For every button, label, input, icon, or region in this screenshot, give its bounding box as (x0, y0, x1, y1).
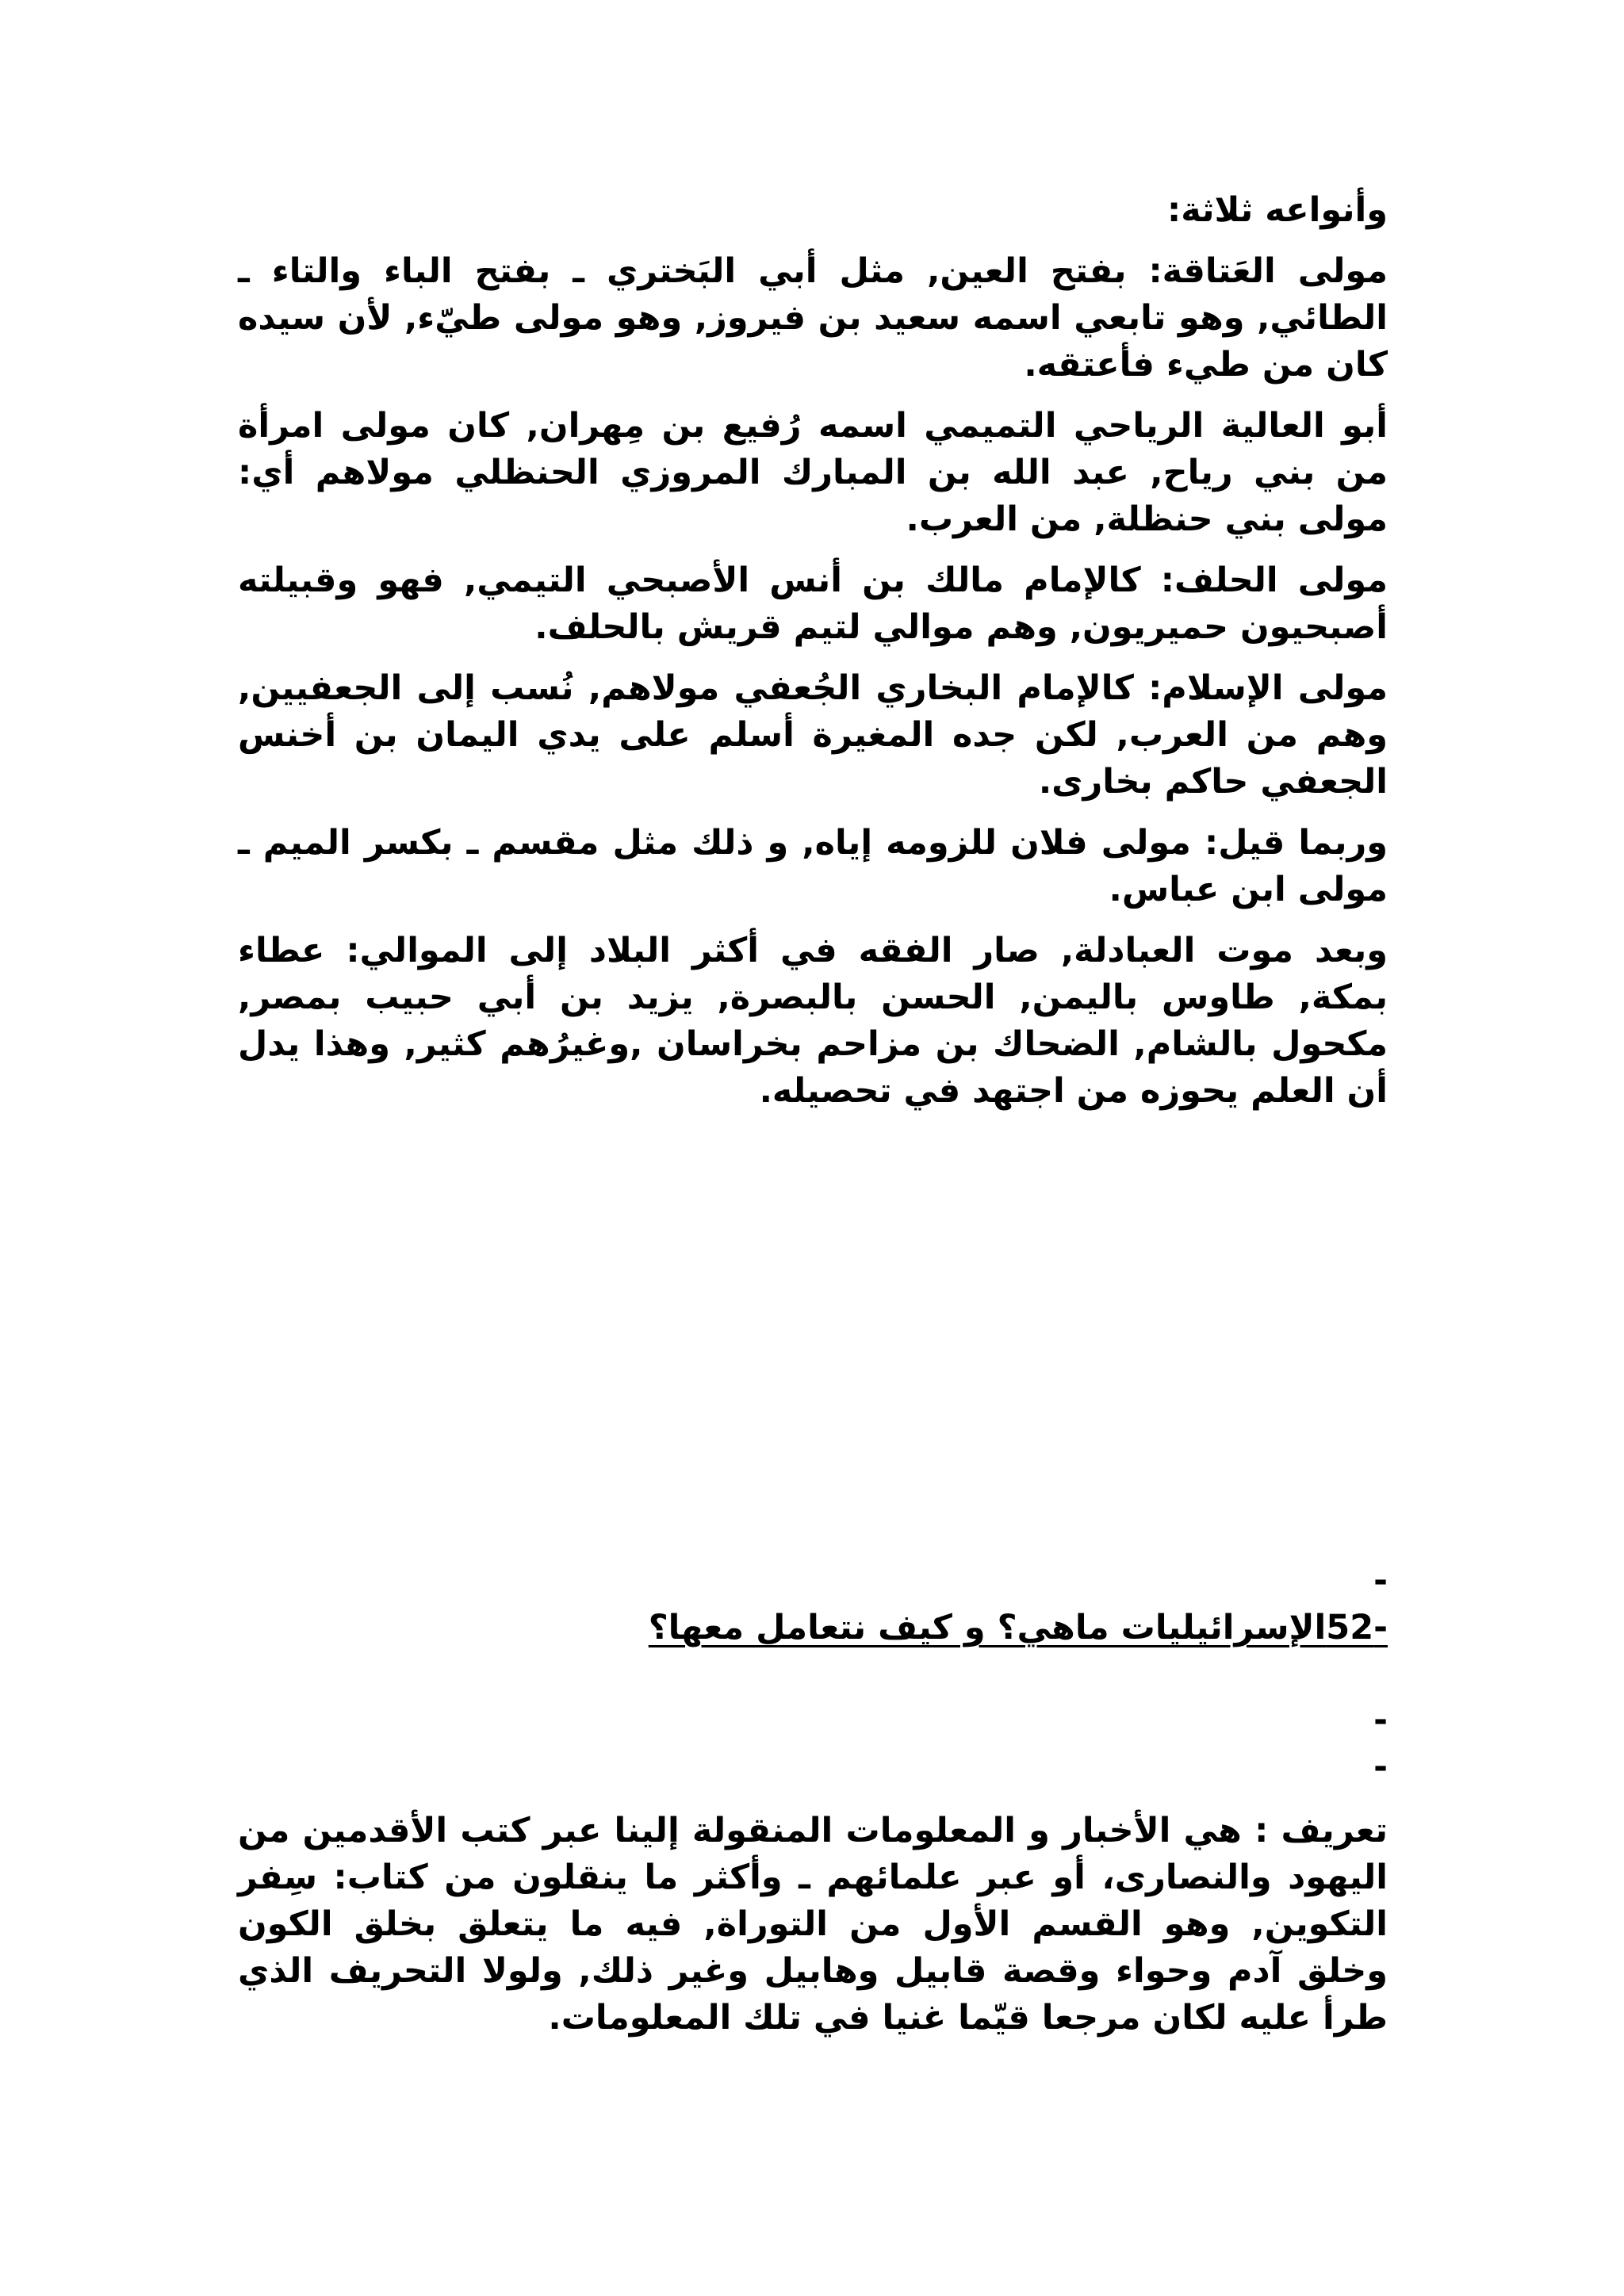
document-body (238, 187, 1388, 1129)
dash-separator-mid: - (1373, 1701, 1388, 1740)
paragraph-abadila: وبعد موت العبادلة, صار الفقه في أكثر البلاد إلى الموالي: عطاء بمكة, طاوس باليمن, الحسن بالبصرة, يزيد بن أبي حبيب بمصر, مكحول بالشام, الضحاك بن مزاحم بخراسان ,وغيرُهم كثير, وهذا يدل أن العلم يحوزه من اجتهد في تحصيله. (238, 931, 1388, 1111)
paragraph-luzum: وربما قيل: مولى فلان للزومه إياه, و ذلك مثل مقسم ـ بكسر الميم ـ مولى ابن عباس. (238, 823, 1388, 909)
section-heading-block (238, 1558, 1388, 1791)
paragraph-ataqa: مولى العَتاقة: بفتح العين, مثل أبي البَختري ـ بفتح الباء والتاء ـ الطائي, وهو تابعي اسمه سعيد بن فيروز, وهو مولى طيّء, لأن سيده كان من طيء فأعتقه. (238, 251, 1388, 385)
paragraph-hilf: مولى الحلف: كالإمام مالك بن أنس الأصبحي التيمي, فهو وقبيلته أصبحيون حميريون, وهم موالي لتيم قريش بالحلف. (238, 561, 1388, 647)
section-title: -52الإسرائيليات ماهي؟ و كيف نتعامل معها؟ (648, 1608, 1388, 1647)
paragraph-islam: مولى الإسلام: كالإمام البخاري الجُعفي مولاهم, نُسب إلى الجعفيين, وهم من العرب, لكن جده المغيرة أسلم على يدي اليمان بن أخنس الجعفي حاكم بخارى. (238, 668, 1388, 802)
paragraph-abu-aliya: أبو العالية الرياحي التميمي اسمه رُفيع بن مِهران, كان مولى امرأة من بني رياح, عبد الله بن المبارك المروزي الحنظلي مولاهم أي: مولى بني حنظلة, من العرب. (238, 406, 1388, 539)
definition-block (238, 1808, 1388, 2056)
dash-separator-bottom: - (1373, 1747, 1388, 1787)
intro-line: وأنواعه ثلاثة: (1167, 190, 1388, 230)
definition-paragraph: تعريف : هي الأخبار و المعلومات المنقولة إلينا عبر كتب الأقدمين من اليهود والنصارى، أو عبر علمائهم ـ وأكثر ما ينقلون من كتاب: سِفر التكوين, وهو القسم الأول من التوراة, فيه ما يتعلق بخلق الكون وخلق آدم وحواء وقصة قابيل وهابيل وغير ذلك, ولولا التحريف الذي طرأ عليه لكان مرجعا قيّما غنيا في تلك المعلومات. (238, 1811, 1388, 2038)
dash-separator-top: - (1373, 1561, 1388, 1601)
